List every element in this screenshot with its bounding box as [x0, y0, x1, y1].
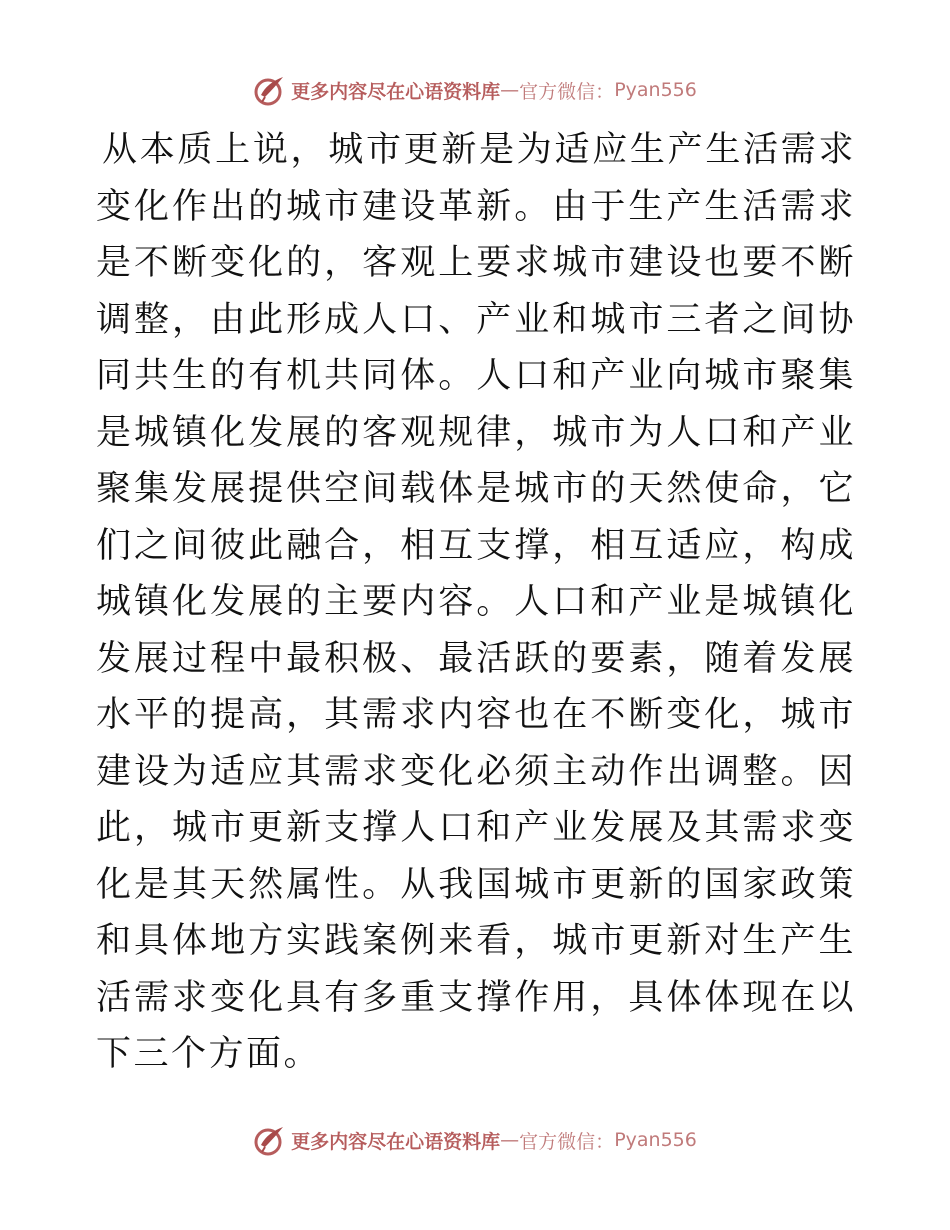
footer-wechat-id: Pyan556 — [614, 1129, 697, 1151]
body-paragraph: 从本质上说，城市更新是为适应生产生活需求变化作出的城市建设革新。由于生产生活需求是不断变化的，客观上要求城市建设也要不断调整，由此形成人口、产业和城市三者之间协同共生的有机共同体。人口和产业向城市聚集是城镇化发展的客观规律，城市为人口和产业聚集发展提供空间载体是城市的天然使命，它们之间彼此融合，相互支撑，相互适应，构成城镇化发展的主要内容。人口和产业是城镇化发展过程中最积极、最活跃的要素，随着发展水平的提高，其需求内容也在不断变化，城市建设为适应其需求变化必须主动作出调整。因此，城市更新支撑人口和产业发展及其需求变化是其天然属性。从我国城市更新的国家政策和具体地方实践案例来看，城市更新对生产生活需求变化具有多重支撑作用，具体体现在以下三个方面。 — [96, 130, 856, 1074]
document-body — [96, 122, 856, 1083]
footer-brand-text: 更多内容尽在心语资料库 — [291, 1130, 501, 1153]
header-brand-text: 更多内容尽在心语资料库 — [291, 80, 501, 103]
footer-wechat-label: 官方微信： — [519, 1130, 615, 1153]
header-separator: — — [500, 79, 520, 101]
footer-separator: — — [500, 1129, 520, 1151]
header-wechat-label: 官方微信： — [519, 80, 615, 103]
quill-circle-logo-icon — [253, 73, 287, 107]
header-wechat-id: Pyan556 — [614, 79, 697, 101]
header-banner — [0, 70, 950, 110]
quill-circle-logo-icon — [253, 1123, 287, 1157]
footer-banner — [0, 1120, 950, 1160]
